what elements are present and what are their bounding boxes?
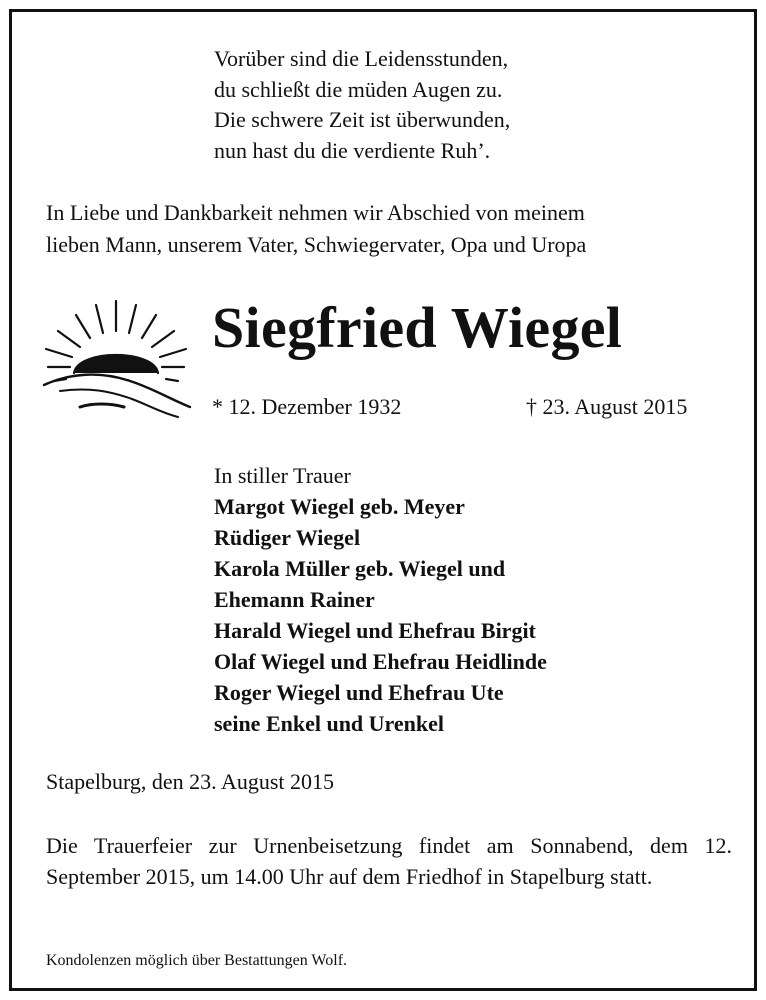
mourner-name: Rüdiger Wiegel [214, 525, 361, 550]
mourner-name: seine Enkel und Urenkel [214, 711, 445, 736]
intro-line: In Liebe und Dankbarkeit nehmen wir Abschied von meinem [46, 200, 585, 225]
intro-text [46, 197, 586, 261]
mourners-list [214, 460, 547, 739]
intro-line: lieben Mann, unserem Vater, Schwiegervater, Opa und Uropa [46, 232, 587, 257]
poem-line: du schließt die müden Augen zu. [214, 76, 503, 102]
condolences-note: Kondolenzen möglich über Bestattungen Wolf. [46, 952, 348, 969]
sunrise-icon [40, 295, 192, 423]
poem-line: nun hast du die verdiente Ruh’. [214, 137, 491, 163]
poem [214, 44, 510, 166]
mourner-name: Ehemann Rainer [214, 587, 375, 612]
ceremony-info: Die Trauerfeier zur Urnenbeisetzung findet am Sonnabend, dem 12. September 2015, um 14.00 Uhr auf dem Friedhof in Stapelburg statt. [46, 833, 732, 889]
mourner-name: Roger Wiegel und Ehefrau Ute [214, 680, 504, 705]
place-date: Stapelburg, den 23. August 2015 [46, 769, 335, 794]
mourner-name: Margot Wiegel geb. Meyer [214, 494, 465, 519]
mourner-name: Harald Wiegel und Ehefrau Birgit [214, 618, 536, 643]
notice-frame [9, 9, 757, 991]
poem-line: Die schwere Zeit ist überwunden, [214, 107, 511, 132]
mourner-name: Olaf Wiegel und Ehefrau Heidlinde [214, 649, 547, 674]
mourners-heading: In stiller Trauer [214, 463, 351, 488]
death-date: † 23. August 2015 [526, 394, 688, 419]
mourner-name: Karola Müller geb. Wiegel und [214, 556, 506, 581]
birth-date: * 12. Dezember 1932 [212, 394, 402, 419]
poem-line: Vorüber sind die Leidensstunden, [214, 46, 509, 71]
deceased-name: Siegfried Wiegel [212, 295, 623, 360]
